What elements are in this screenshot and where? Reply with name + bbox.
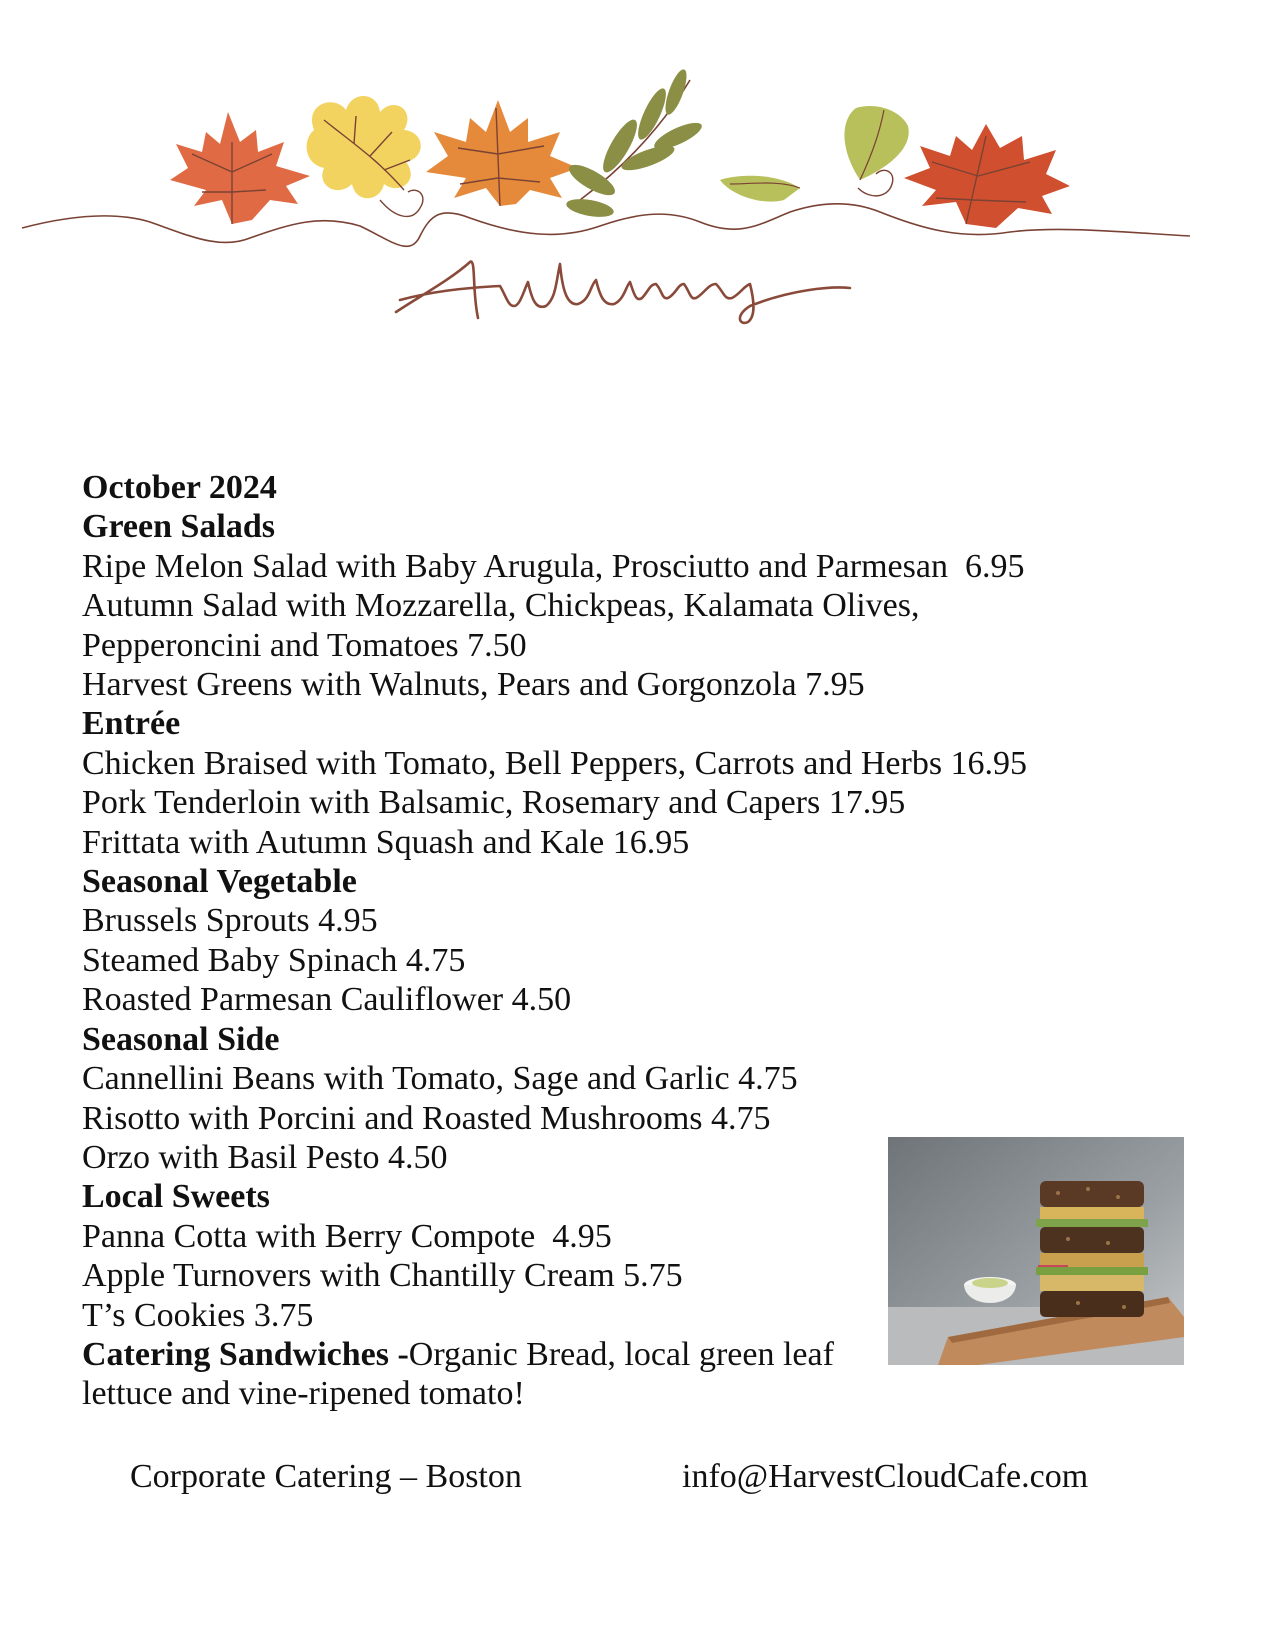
menu-item: Pepperoncini and Tomatoes 7.50	[82, 626, 527, 664]
section-heading: Green Salads	[82, 508, 276, 546]
menu-item: Chicken Braised with Tomato, Bell Peppers, Carrots and Herbs 16.95	[82, 744, 1028, 782]
section-heading: Seasonal Side	[82, 1020, 280, 1058]
autumn-script-title	[396, 262, 850, 323]
section-heading: Seasonal Vegetable	[82, 863, 357, 901]
catering-heading: Catering Sandwiches -	[82, 1335, 409, 1373]
vine-curl	[380, 190, 423, 216]
sandwich-photo	[888, 1137, 1184, 1365]
footer-location: Corporate Catering – Boston	[130, 1458, 522, 1495]
menu-month-heading: October 2024	[82, 469, 277, 506]
ginkgo-leaf-icon	[844, 106, 908, 180]
menu-item: Orzo with Basil Pesto 4.50	[82, 1138, 448, 1176]
catering-description: Organic Bread, local green leaf lettuce and vine-ripened tomato!	[82, 1335, 834, 1413]
menu-item: Frittata with Autumn Squash and Kale 16.95	[82, 823, 690, 861]
ginkgo-leaf-icon	[720, 176, 800, 202]
maple-leaf-icon	[426, 100, 578, 206]
menu-item: Harvest Greens with Walnuts, Pears and Gorgonzola 7.95	[82, 666, 865, 704]
menu-item: Ripe Melon Salad with Baby Arugula, Prosciutto and Parmesan 6.95	[82, 547, 1025, 585]
catering-sandwiches-paragraph	[82, 1335, 852, 1414]
menu-item: Panna Cotta with Berry Compote 4.95	[82, 1217, 612, 1255]
menu-item: Roasted Parmesan Cauliflower 4.50	[82, 981, 572, 1019]
menu-item: T’s Cookies 3.75	[82, 1296, 314, 1334]
maple-leaf-icon	[170, 112, 310, 224]
maple-leaf-icon	[904, 124, 1070, 228]
menu-item: Pork Tenderloin with Balsamic, Rosemary and Capers 17.95	[82, 784, 906, 822]
section-heading: Local Sweets	[82, 1178, 270, 1216]
menu-item: Autumn Salad with Mozzarella, Chickpeas, Kalamata Olives,	[82, 587, 920, 625]
section-heading: Entrée	[82, 705, 181, 743]
oak-leaf-icon	[307, 96, 421, 198]
olive-branch-icon	[565, 67, 705, 220]
menu-item: Risotto with Porcini and Roasted Mushrooms 4.75	[82, 1099, 771, 1137]
autumn-leaf-garland-illustration	[0, 0, 1275, 400]
menu-item: Steamed Baby Spinach 4.75	[82, 941, 466, 979]
menu-item: Apple Turnovers with Chantilly Cream 5.75	[82, 1257, 683, 1295]
menu-item: Brussels Sprouts 4.95	[82, 902, 378, 940]
footer-email: info@HarvestCloudCafe.com	[682, 1458, 1089, 1495]
menu-item: Cannellini Beans with Tomato, Sage and Garlic 4.75	[82, 1060, 798, 1098]
